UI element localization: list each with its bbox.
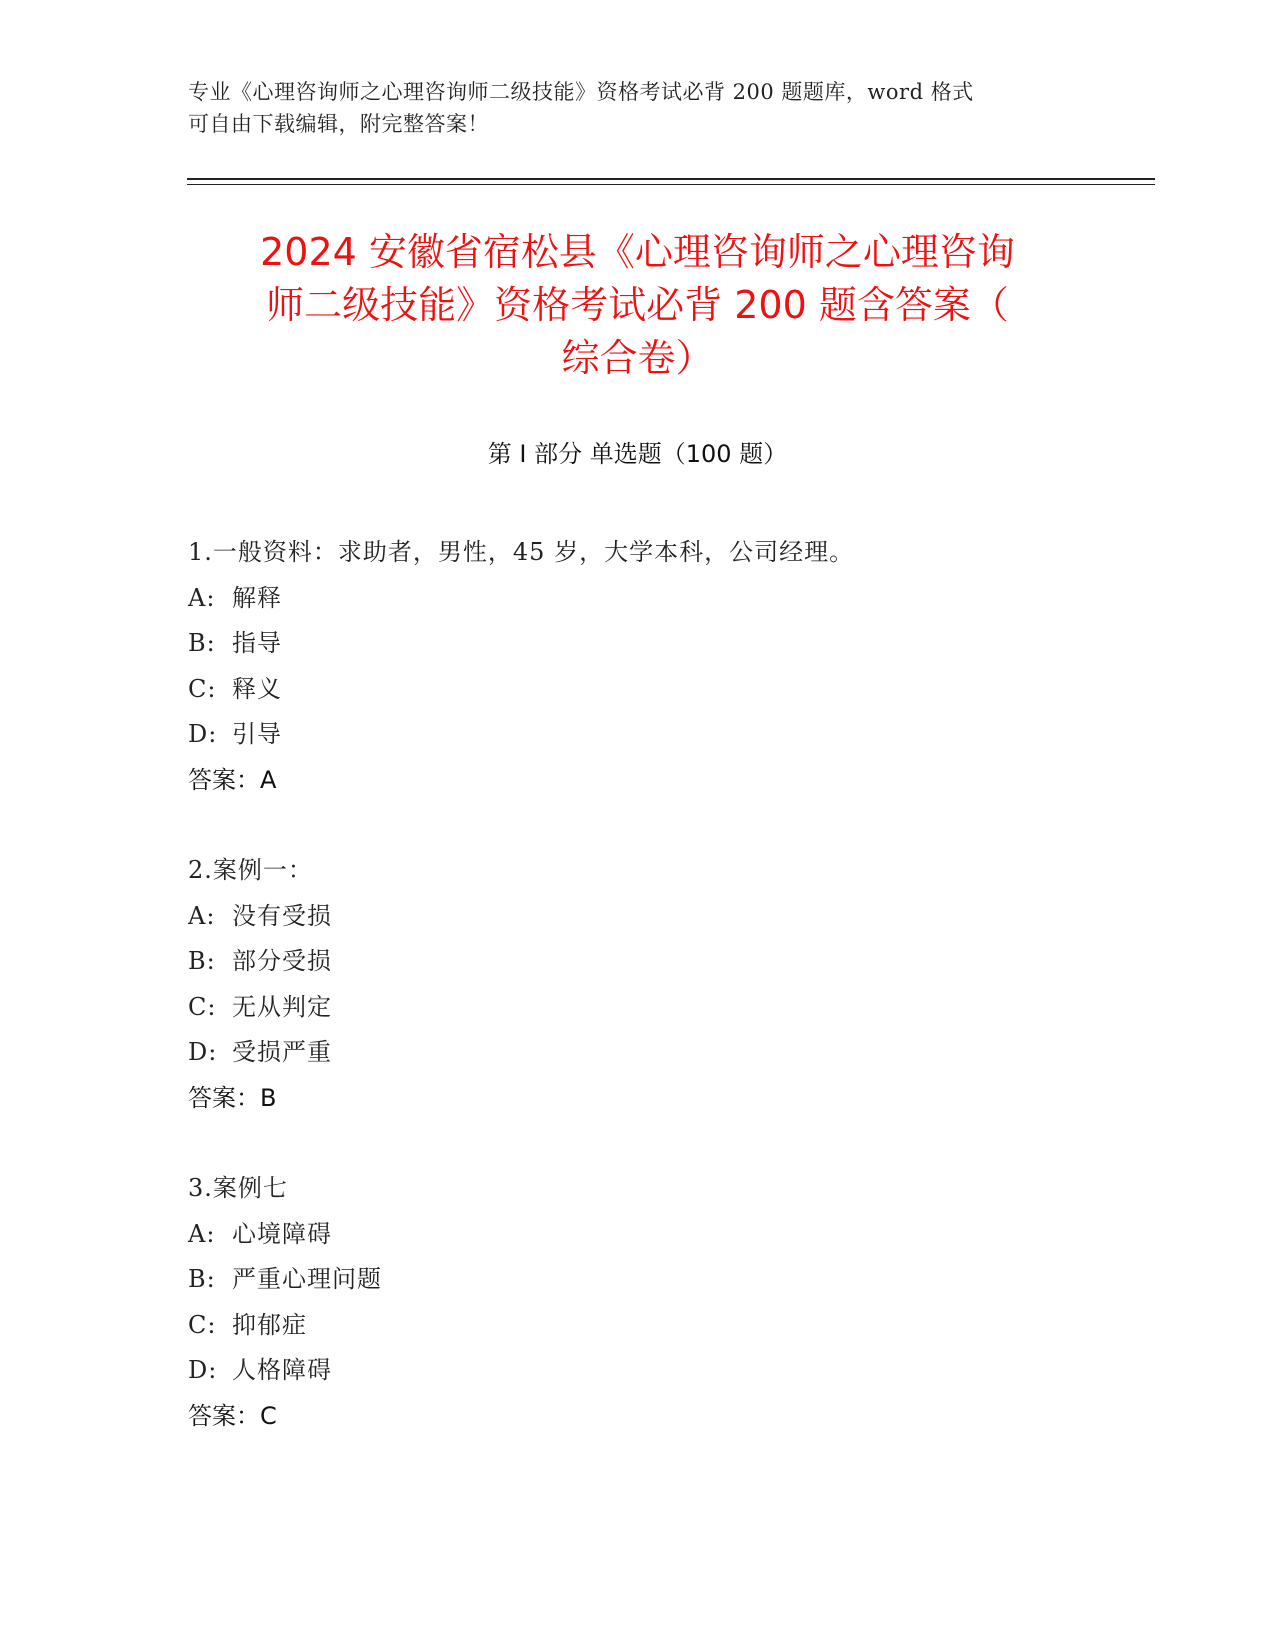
document-title — [160, 226, 1115, 385]
option-a — [188, 894, 1138, 940]
option-letter: D: — [188, 720, 218, 748]
option-letter: B: — [188, 1265, 216, 1293]
option-text: 人格障碍 — [232, 1356, 332, 1384]
question-1 — [188, 530, 1138, 803]
answer-line: 答案：C — [188, 1401, 277, 1430]
option-letter: C: — [188, 674, 217, 703]
option-text: 心境障碍 — [232, 1219, 332, 1248]
option-text: 没有受损 — [232, 901, 332, 930]
option-b — [188, 621, 1138, 667]
header-note-line-1: 专业《心理咨询师之心理咨询师二级技能》资格考试必背 200 题题库，word 格式 — [188, 80, 974, 104]
option-letter: A: — [188, 583, 216, 612]
option-d — [188, 1030, 1138, 1076]
option-text: 无从判定 — [232, 992, 332, 1021]
answer-line: 答案：A — [188, 765, 277, 794]
option-a — [188, 1212, 1138, 1258]
header-note-line-2: 可自由下载编辑，附完整答案！ — [188, 112, 489, 136]
question-list — [188, 530, 1138, 1484]
question-stem: 3.案例七 — [188, 1174, 288, 1202]
option-letter: B: — [188, 629, 216, 657]
question-stem: 2.案例一： — [188, 856, 313, 884]
answer-line: 答案：B — [188, 1083, 277, 1112]
question-stem: 1.一般资料：求助者，男性，45 岁，大学本科，公司经理。 — [188, 538, 855, 566]
option-b — [188, 939, 1138, 985]
option-c — [188, 985, 1138, 1031]
option-d — [188, 1348, 1138, 1394]
option-text: 解释 — [232, 583, 282, 612]
option-text: 严重心理问题 — [232, 1265, 382, 1293]
option-text: 指导 — [232, 629, 282, 657]
section-title: 第 I 部分 单选题（100 题） — [487, 440, 788, 468]
option-text: 抑郁症 — [232, 1310, 307, 1339]
option-letter: A: — [188, 901, 216, 930]
option-letter: A: — [188, 1219, 216, 1248]
option-letter: B: — [188, 947, 216, 975]
document-title-line-1: 2024 安徽省宿松县《心理咨询师之心理咨询 — [260, 230, 1015, 274]
option-a — [188, 576, 1138, 622]
option-text: 部分受损 — [232, 947, 332, 975]
option-c — [188, 1303, 1138, 1349]
option-letter: D: — [188, 1038, 218, 1066]
option-text: 引导 — [232, 720, 282, 748]
header-divider-bottom — [187, 184, 1155, 185]
question-2 — [188, 848, 1138, 1121]
option-letter: C: — [188, 1310, 217, 1339]
option-c — [188, 667, 1138, 713]
document-title-line-3: 综合卷） — [561, 336, 714, 380]
option-b — [188, 1257, 1138, 1303]
option-text: 释义 — [232, 674, 282, 703]
header-divider-top — [187, 178, 1155, 180]
option-d — [188, 712, 1138, 758]
option-letter: D: — [188, 1356, 218, 1384]
document-title-line-2: 师二级技能》资格考试必背 200 题含答案（ — [266, 283, 1009, 327]
option-letter: C: — [188, 992, 217, 1021]
question-3 — [188, 1166, 1138, 1439]
option-text: 受损严重 — [232, 1038, 332, 1066]
header-note — [188, 76, 1088, 140]
